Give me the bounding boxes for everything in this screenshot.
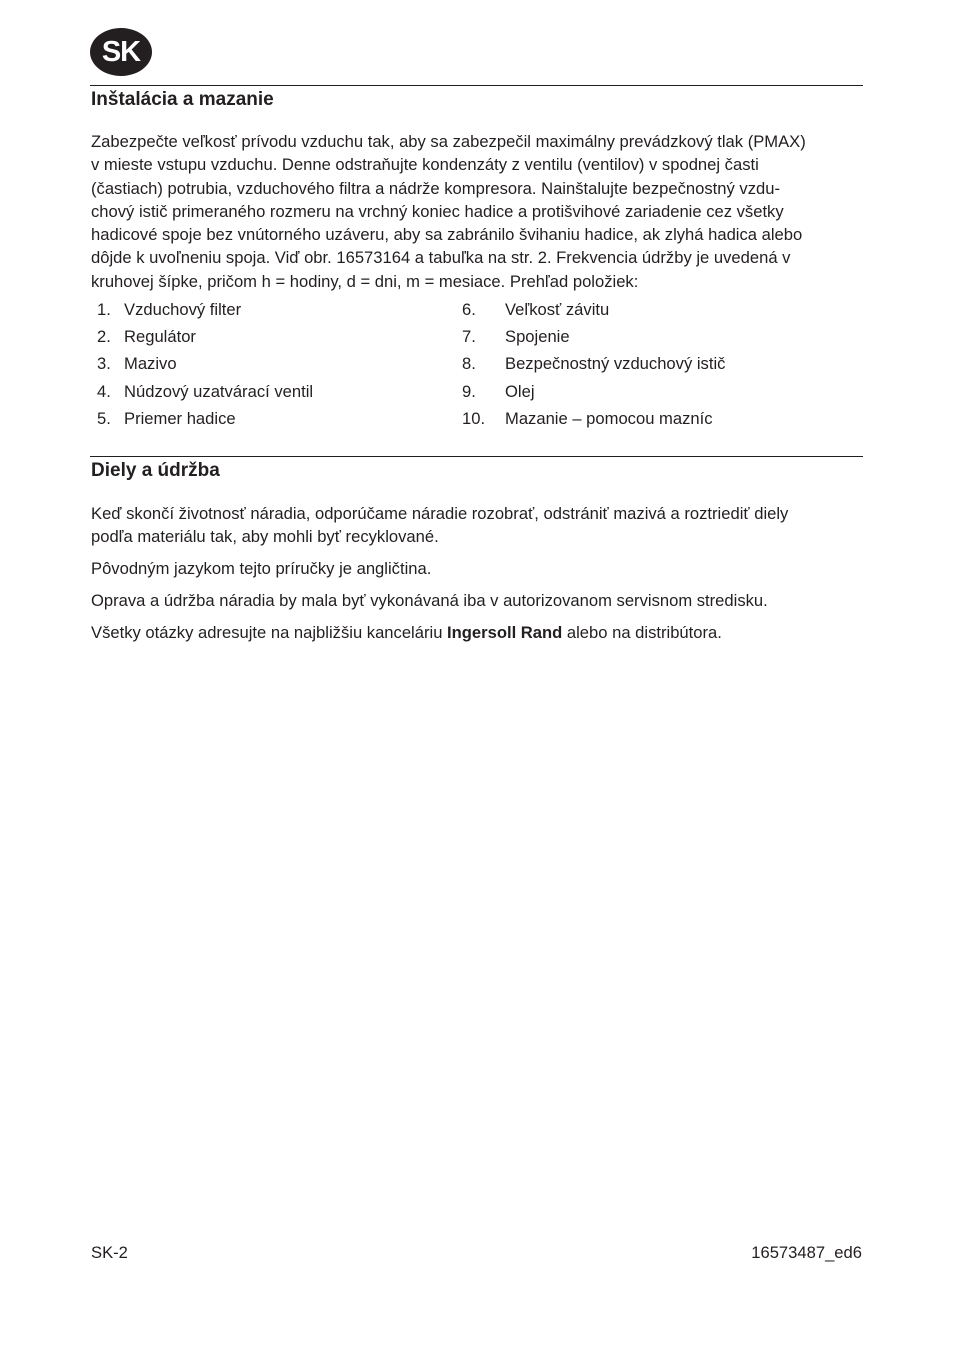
text-line: hadicové spoje bez vnútorného uzáveru, aby sa zabránilo švihaniu hadice, ak zlyhá hadica alebo: [91, 225, 803, 245]
language-paragraph: Pôvodným jazykom tejto príručky je angličtina.: [91, 559, 432, 578]
list-item-number: 5.: [97, 409, 111, 428]
list-item-label: Vzduchový filter: [124, 300, 242, 319]
section-divider: [90, 85, 863, 86]
recycling-paragraph: [91, 502, 863, 549]
list-item-label: Núdzový uzatvárací ventil: [124, 382, 314, 401]
list-item-number: 4.: [97, 382, 111, 401]
document-code: 16573487_ed6: [751, 1243, 862, 1262]
contact-text: Všetky otázky adresujte na najbližšiu kanceláriu: [91, 623, 448, 642]
list-item-number: 10.: [462, 409, 486, 428]
list-item-number: 8.: [462, 354, 476, 373]
language-badge: SK: [90, 28, 152, 76]
text-line: chový istič primeraného rozmeru na vrchný koniec hadice a protišvihové zariadenie cez všetky: [91, 201, 784, 221]
list-item-label: Mazivo: [124, 354, 177, 373]
installation-paragraph: [91, 130, 863, 293]
contact-text: alebo na distribútora.: [562, 623, 722, 642]
list-item-label: Veľkosť závitu: [505, 300, 610, 319]
text-line: kruhovej šípke, pričom h = hodiny, d = dni, m = mesiace. Prehľad položiek:: [91, 271, 639, 291]
brand-name: Ingersoll Rand: [447, 623, 563, 642]
section-heading-parts-maintenance: Diely a údržba: [91, 460, 220, 481]
text-line: Zabezpečte veľkosť prívodu vzduchu tak, aby sa zabezpečil maximálny prevádzkový tlak (PMAX): [91, 132, 806, 151]
list-item-label: Olej: [505, 382, 535, 401]
list-item-label: Priemer hadice: [124, 409, 236, 428]
list-item-label: Regulátor: [124, 327, 196, 346]
list-item-number: 1.: [97, 300, 111, 319]
service-paragraph: Oprava a údržba náradia by mala byť vykonávaná iba v autorizovanom servisnom stredisku.: [91, 591, 768, 610]
list-item-number: 2.: [97, 327, 111, 346]
list-item-number: 7.: [462, 327, 476, 346]
list-item-number: 9.: [462, 382, 476, 401]
list-item-number: 3.: [97, 354, 111, 373]
text-line: Keď skončí životnosť náradia, odporúčame náradie rozobrať, odstrániť mazivá a roztriediť diely: [91, 504, 789, 523]
text-line: dôjde k uvoľneniu spoja. Viď obr. 16573164 a tabuľka na str. 2. Frekvencia údržby je uvedená v: [91, 248, 791, 268]
section-heading-installation: Inštalácia a mazanie: [91, 89, 274, 110]
text-line: podľa materiálu tak, aby mohli byť recyklované.: [91, 527, 439, 547]
text-line: (častiach) potrubia, vzduchového filtra a nádrže kompresora. Nainštalujte bezpečnostný vzdu-: [91, 178, 780, 198]
page-number: SK-2: [91, 1243, 128, 1262]
list-item-number: 6.: [462, 300, 476, 319]
list-item-label: Bezpečnostný vzduchový istič: [505, 354, 726, 373]
list-item-label: Spojenie: [505, 327, 570, 346]
list-item-label: Mazanie – pomocou mazníc: [505, 409, 713, 428]
text-line: v mieste vstupu vzduchu. Denne odstraňujte kondenzáty z ventilu (ventilov) v spodnej časti: [91, 155, 759, 175]
section-divider: [90, 456, 863, 457]
contact-paragraph: [91, 621, 863, 644]
